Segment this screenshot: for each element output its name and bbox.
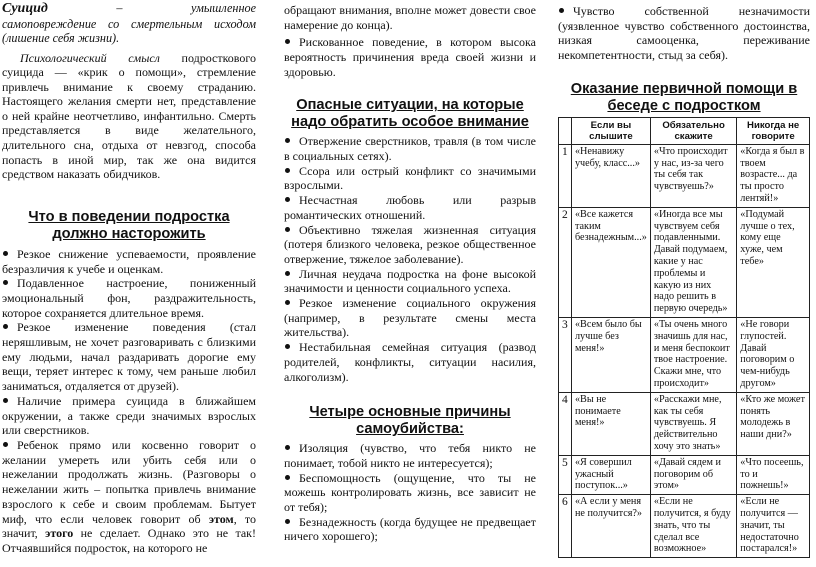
table-header-never: Никогда не говорите: [737, 117, 810, 144]
column-middle: [284, 0, 536, 544]
list-item: [2, 394, 256, 438]
row-number: 6: [559, 495, 572, 558]
bullet-dot-icon: [285, 445, 290, 450]
cell-hear: «Ненавижу учебу, класс...»: [571, 144, 650, 207]
table-row: [559, 392, 810, 455]
row-number: 3: [559, 317, 572, 392]
bullet-dot-icon: [3, 442, 8, 447]
table-row: [559, 317, 810, 392]
dangerous-situations-heading: [284, 97, 536, 131]
bullet-dot-icon: [285, 344, 290, 349]
list-item-text: Несчастная любовь или разрыв романтических отношений.: [284, 193, 536, 222]
suicide-definition: [2, 1, 256, 46]
list-item: [284, 134, 536, 163]
cell-hear: «А если у меня не получится?»: [571, 495, 650, 558]
dangerous-situations-list: [284, 134, 536, 384]
cell-never: «Что посеешь, то и пожнешь!»: [737, 455, 810, 494]
conversation-table: [558, 117, 810, 558]
list-item-text: Беспомощность (ощущение, что ты не можешь контролировать жизнь, все зависит не от тебя);: [284, 470, 536, 515]
list-item-text: Подавленное настроение, пониженный эмоциональный фон, раздражительность, которое сохраняется длительное время.: [2, 276, 256, 320]
definition-text: умышленное самоповреждение со смертельным исходом (лишение себя жизни).: [2, 1, 256, 45]
last-bullet-part-d: не сделает. Однако это не так! Отчаявшийся подросток, на которого не: [2, 526, 256, 555]
insignificance-list: [558, 4, 810, 63]
list-item-text: Наличие примера суицида в ближайшем окружении, а также среди значимых взрослых или сверстников.: [2, 393, 256, 438]
bullet-dot-icon: [285, 475, 290, 480]
main-reasons-heading-line1: Четыре основные причины: [309, 404, 511, 421]
warning-signs-heading-line1: Что в поведении подростка: [28, 208, 230, 225]
psych-meaning-paragraph: [2, 51, 256, 182]
list-item: [284, 340, 536, 384]
first-aid-heading: [558, 81, 810, 115]
cell-say: «Давай сядем и поговорим об этом»: [650, 455, 736, 494]
list-item-text: Рискованное поведение, в котором высока вероятность причинения вреда своей жизни и здоровью.: [284, 35, 536, 79]
list-item: [558, 4, 810, 63]
bullet-dot-icon: [559, 8, 564, 13]
bullet-dot-icon: [285, 227, 290, 232]
list-item: [284, 223, 536, 267]
psych-meaning-label: Психологический смысл: [20, 50, 160, 65]
cell-never: «Когда я был в твоем возрасте... да ты просто лентяй!»: [737, 144, 810, 207]
list-item: [284, 164, 536, 193]
last-bullet-bold-1: этом: [208, 511, 234, 526]
risk-behaviour-list: [284, 35, 536, 79]
list-item-text: Нестабильная семейная ситуация (развод родителей, конфликты, ситуации насилия, алкоголизм).: [284, 340, 536, 384]
list-item-text: Безнадежность (когда будущее не предвещает ничего хорошего);: [284, 514, 536, 544]
bullet-dot-icon: [285, 168, 290, 173]
first-aid-heading-line1: Оказание первичной помощи в: [570, 80, 798, 97]
cell-say: «Если не получится, я буду знать, что ты сделал все возможное»: [650, 495, 736, 558]
cell-never: «Если не получится — значит, ты недостаточно постарался!»: [737, 495, 810, 558]
main-reasons-heading: [284, 404, 536, 438]
bullet-dot-icon: [285, 197, 290, 202]
row-number: 2: [559, 207, 572, 317]
column-left: [2, 0, 256, 556]
list-item: [284, 515, 536, 544]
cell-hear: «Всем было бы лучше без меня!»: [571, 317, 650, 392]
continuation-text: обращают внимания, вполне может довести свое намерение до конца).: [284, 3, 536, 32]
list-item: [284, 267, 536, 296]
list-item: [2, 276, 256, 320]
table-row: [559, 455, 810, 494]
cell-never: «Подумай лучше о тех, кому еще хуже, чем тебе»: [737, 207, 810, 317]
warning-signs-heading: [2, 209, 256, 243]
list-item: [284, 471, 536, 515]
warning-signs-list: [2, 247, 256, 556]
cell-hear: «Я совершил ужасный поступок...»: [571, 455, 650, 494]
warning-signs-heading-line2: должно насторожить: [52, 225, 206, 242]
list-item: [2, 438, 256, 556]
list-item-text: Отвержение сверстников, травля (в том числе в социальных сетях).: [284, 134, 536, 163]
row-number: 1: [559, 144, 572, 207]
table-header-hear: Если вы слышите: [571, 117, 650, 144]
list-item-text: Личная неудача подростка на фоне высокой значимости и ценности социального успеха.: [284, 266, 536, 296]
bullet-dot-icon: [285, 300, 290, 305]
dangerous-situations-heading-line2: надо обратить особое внимание: [291, 114, 529, 131]
bullet-dot-icon: [285, 271, 290, 276]
dangerous-situations-heading-line1: Опасные ситуации, на которые: [296, 97, 524, 114]
table-header-row: [559, 117, 810, 144]
row-number: 5: [559, 455, 572, 494]
cell-say: «Что происходит у нас, из-за чего ты себя так чувствуешь?»: [650, 144, 736, 207]
cell-hear: «Все кажется таким безнадежным...»: [571, 207, 650, 317]
table-header-num: [559, 117, 572, 144]
list-item: [2, 320, 256, 394]
table-row: [559, 207, 810, 317]
cell-never: «Не говори глупостей. Давай поговорим о чем-нибудь другом»: [737, 317, 810, 392]
list-item-text: Резкое снижение успеваемости, проявление безразличия к учебе и оценкам.: [2, 246, 256, 276]
list-item: [284, 35, 536, 79]
cell-say: «Расскажи мне, как ты себя чувствуешь. Я действительно хочу это знать»: [650, 392, 736, 455]
table-row: [559, 495, 810, 558]
bullet-dot-icon: [285, 519, 290, 524]
table-header-say: Обязательно скажите: [650, 117, 736, 144]
cell-say: «Иногда все мы чувствуем себя подавленными. Давай подумаем, какие у нас проблемы и какую из них надо решить в первую очередь»: [650, 207, 736, 317]
bullet-dot-icon: [3, 280, 8, 285]
list-item-text: Резкое изменение поведения (стал неряшливым, не хочет разговаривать с близкими ему людьми, начал раздаривать дорогие ему вещи, теряет интерес к тому, чем раньше любил заниматься, отдаляется от друзей).: [2, 320, 256, 394]
main-reasons-heading-line2: самоубийства:: [356, 421, 464, 438]
list-item-text: Резкое изменение социального окружения (например, в результате смены места жительства).: [284, 296, 536, 340]
list-item: [284, 441, 536, 470]
definition-dash: –: [116, 1, 123, 15]
bullet-dot-icon: [285, 138, 290, 143]
last-bullet-part-a: Ребенок прямо или косвенно говорит о желании умереть или убить себя или о нежелании продолжать жизнь. (Разговоры о нежелании жить – попытка привлечь внимание взрослого к себе и своим проблемам. Бытует миф, что если человек говорит об: [2, 437, 256, 526]
cell-hear: «Вы не понимаете меня!»: [571, 392, 650, 455]
list-item-text: Чувство собственной незначимости (уязвленное чувство собственного достоинства, низкая самооценка, переживание некомпетентности, стыд за себя).: [558, 4, 810, 63]
row-number: 4: [559, 392, 572, 455]
list-item: [284, 296, 536, 340]
psych-meaning-text: подросткового суицида — «крик о помощи», стремление привлечь внимание к своему страданию. Настоящего желания смерти нет, представление о ней крайне неотчетливо, инфантильно. Смерть представляется в виде желательного, длительного сна, отдыха от невзгод, способа попасть в иной мир, так же она видится средством наказать обидчиков.: [2, 50, 256, 182]
table-row: [559, 144, 810, 207]
column-right: [558, 0, 810, 558]
last-bullet-part-c: , то значит,: [2, 511, 256, 541]
list-item: [284, 193, 536, 222]
bullet-dot-icon: [3, 251, 8, 256]
last-bullet-bold-2: этого: [45, 526, 74, 541]
list-item-text: Объективно тяжелая жизненная ситуация (потеря близкого человека, резкое общественное отвержение, тяжелое заболевание).: [284, 222, 536, 266]
cell-never: «Кто же может понять молодежь в наши дни?»: [737, 392, 810, 455]
cell-say: «Ты очень много значишь для нас, и меня беспокоит твое настроение. Скажи мне, что происходит»: [650, 317, 736, 392]
bullet-dot-icon: [285, 39, 290, 44]
definition-term: Суицид: [2, 1, 48, 16]
bullet-dot-icon: [3, 398, 8, 403]
bullet-dot-icon: [3, 324, 8, 329]
list-item-text: Ссора или острый конфликт со значимыми взрослыми.: [284, 163, 536, 193]
main-reasons-list: [284, 441, 536, 544]
first-aid-heading-line2: беседе с подростком: [607, 97, 761, 114]
list-item-text: Изоляция (чувство, что тебя никто не понимает, тобой никто не интересуется);: [284, 441, 536, 470]
list-item-text: [2, 438, 256, 555]
list-item: [2, 247, 256, 276]
